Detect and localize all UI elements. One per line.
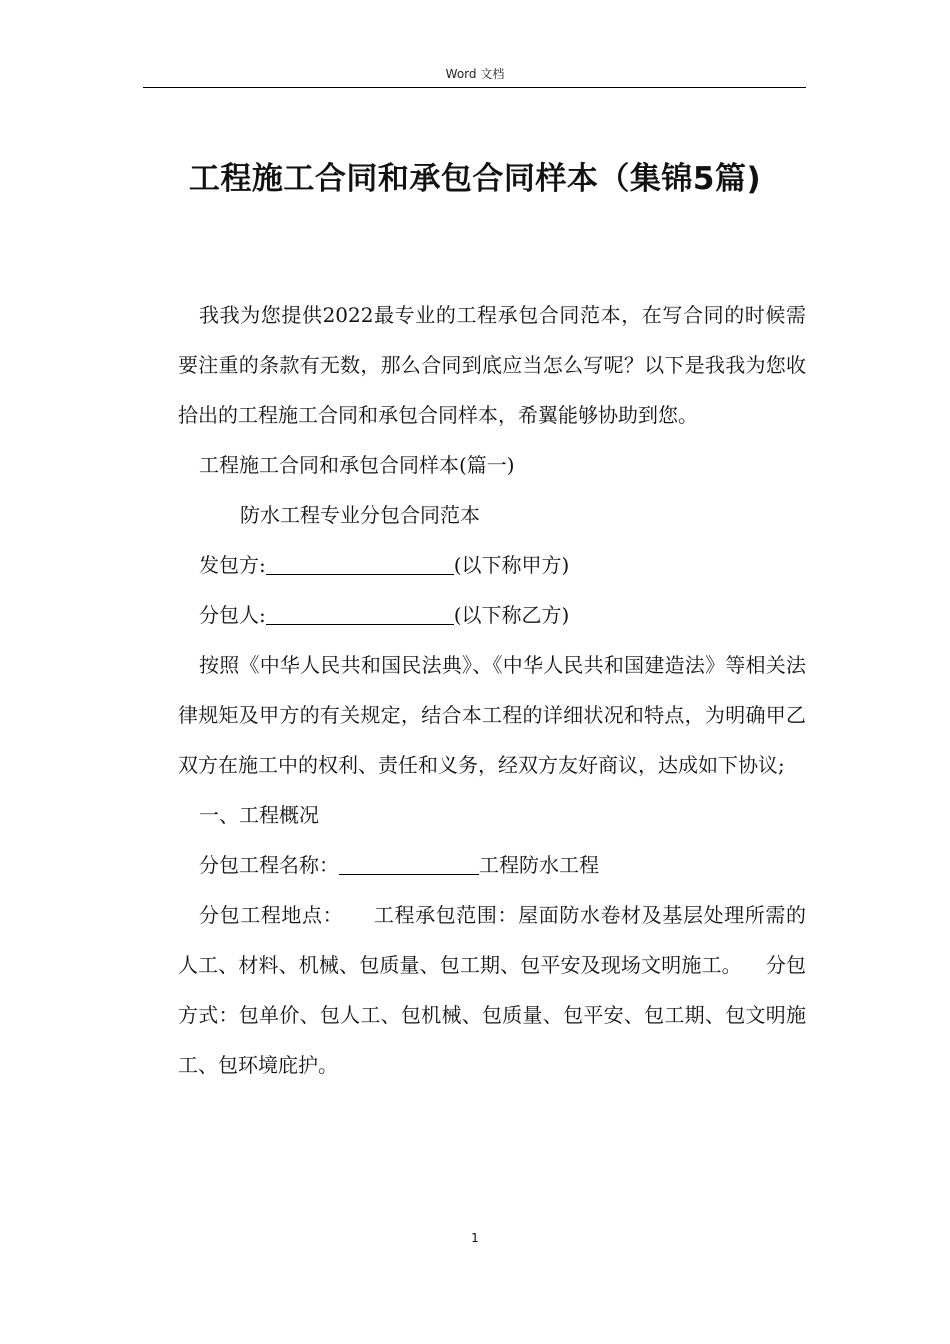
- scope-text: 工程承包范围：屋面防水卷材及基层处理所需的人工、材料、机械、包质量、包工期、包平安及现场文明施工。: [178, 903, 806, 977]
- party-a-blank: [266, 552, 454, 575]
- party-a-line: [178, 540, 806, 590]
- contract-name: 防水工程专业分包合同范本: [240, 503, 480, 527]
- project-name-label: 分包工程名称：: [199, 853, 339, 877]
- project-name-blank: [339, 852, 479, 875]
- location-label: 分包工程地点：: [199, 903, 344, 927]
- legal-basis-paragraph: 按照《中华人民共和国民法典》、《中华人民共和国建造法》等相关法律规矩及甲方的有关规定，结合本工程的详细状况和特点，为明确甲乙双方在施工中的权利、责任和义务，经双方友好商议，达成如下协议;: [178, 653, 806, 777]
- document-body: [178, 290, 806, 1090]
- document-title: 工程施工合同和承包合同样本（集锦5篇): [188, 161, 762, 197]
- section-heading-overview: 一、工程概况: [199, 803, 319, 827]
- section-title: 工程施工合同和承包合同样本(篇一): [199, 453, 515, 477]
- party-b-blank: [266, 602, 454, 625]
- party-a-suffix: (以下称甲方): [453, 553, 570, 577]
- party-b-line: [178, 590, 806, 640]
- project-name-suffix: 工程防水工程: [479, 853, 599, 877]
- page-number: 1: [471, 1231, 479, 1245]
- project-name-line: [178, 840, 806, 890]
- party-a-label: 发包方:: [199, 553, 266, 577]
- intro-paragraph: 我我为您提供2022最专业的工程承包合同范本，在写合同的时候需要注重的条款有无数，那么合同到底应当怎么写呢？以下是我我为您收拾出的工程施工合同和承包合同样本，希翼能够协助到您。: [178, 303, 806, 427]
- method-text: 分包方式：包单价、包人工、包机械、包质量、包平安、包工期、包文明施工、包环境庇护。: [178, 953, 807, 1077]
- location-scope-paragraph: [178, 890, 806, 1090]
- party-b-suffix: (以下称乙方): [453, 603, 570, 627]
- page-header: Word 文档: [445, 67, 505, 81]
- party-b-label: 分包人:: [199, 603, 266, 627]
- header-divider: [143, 87, 806, 88]
